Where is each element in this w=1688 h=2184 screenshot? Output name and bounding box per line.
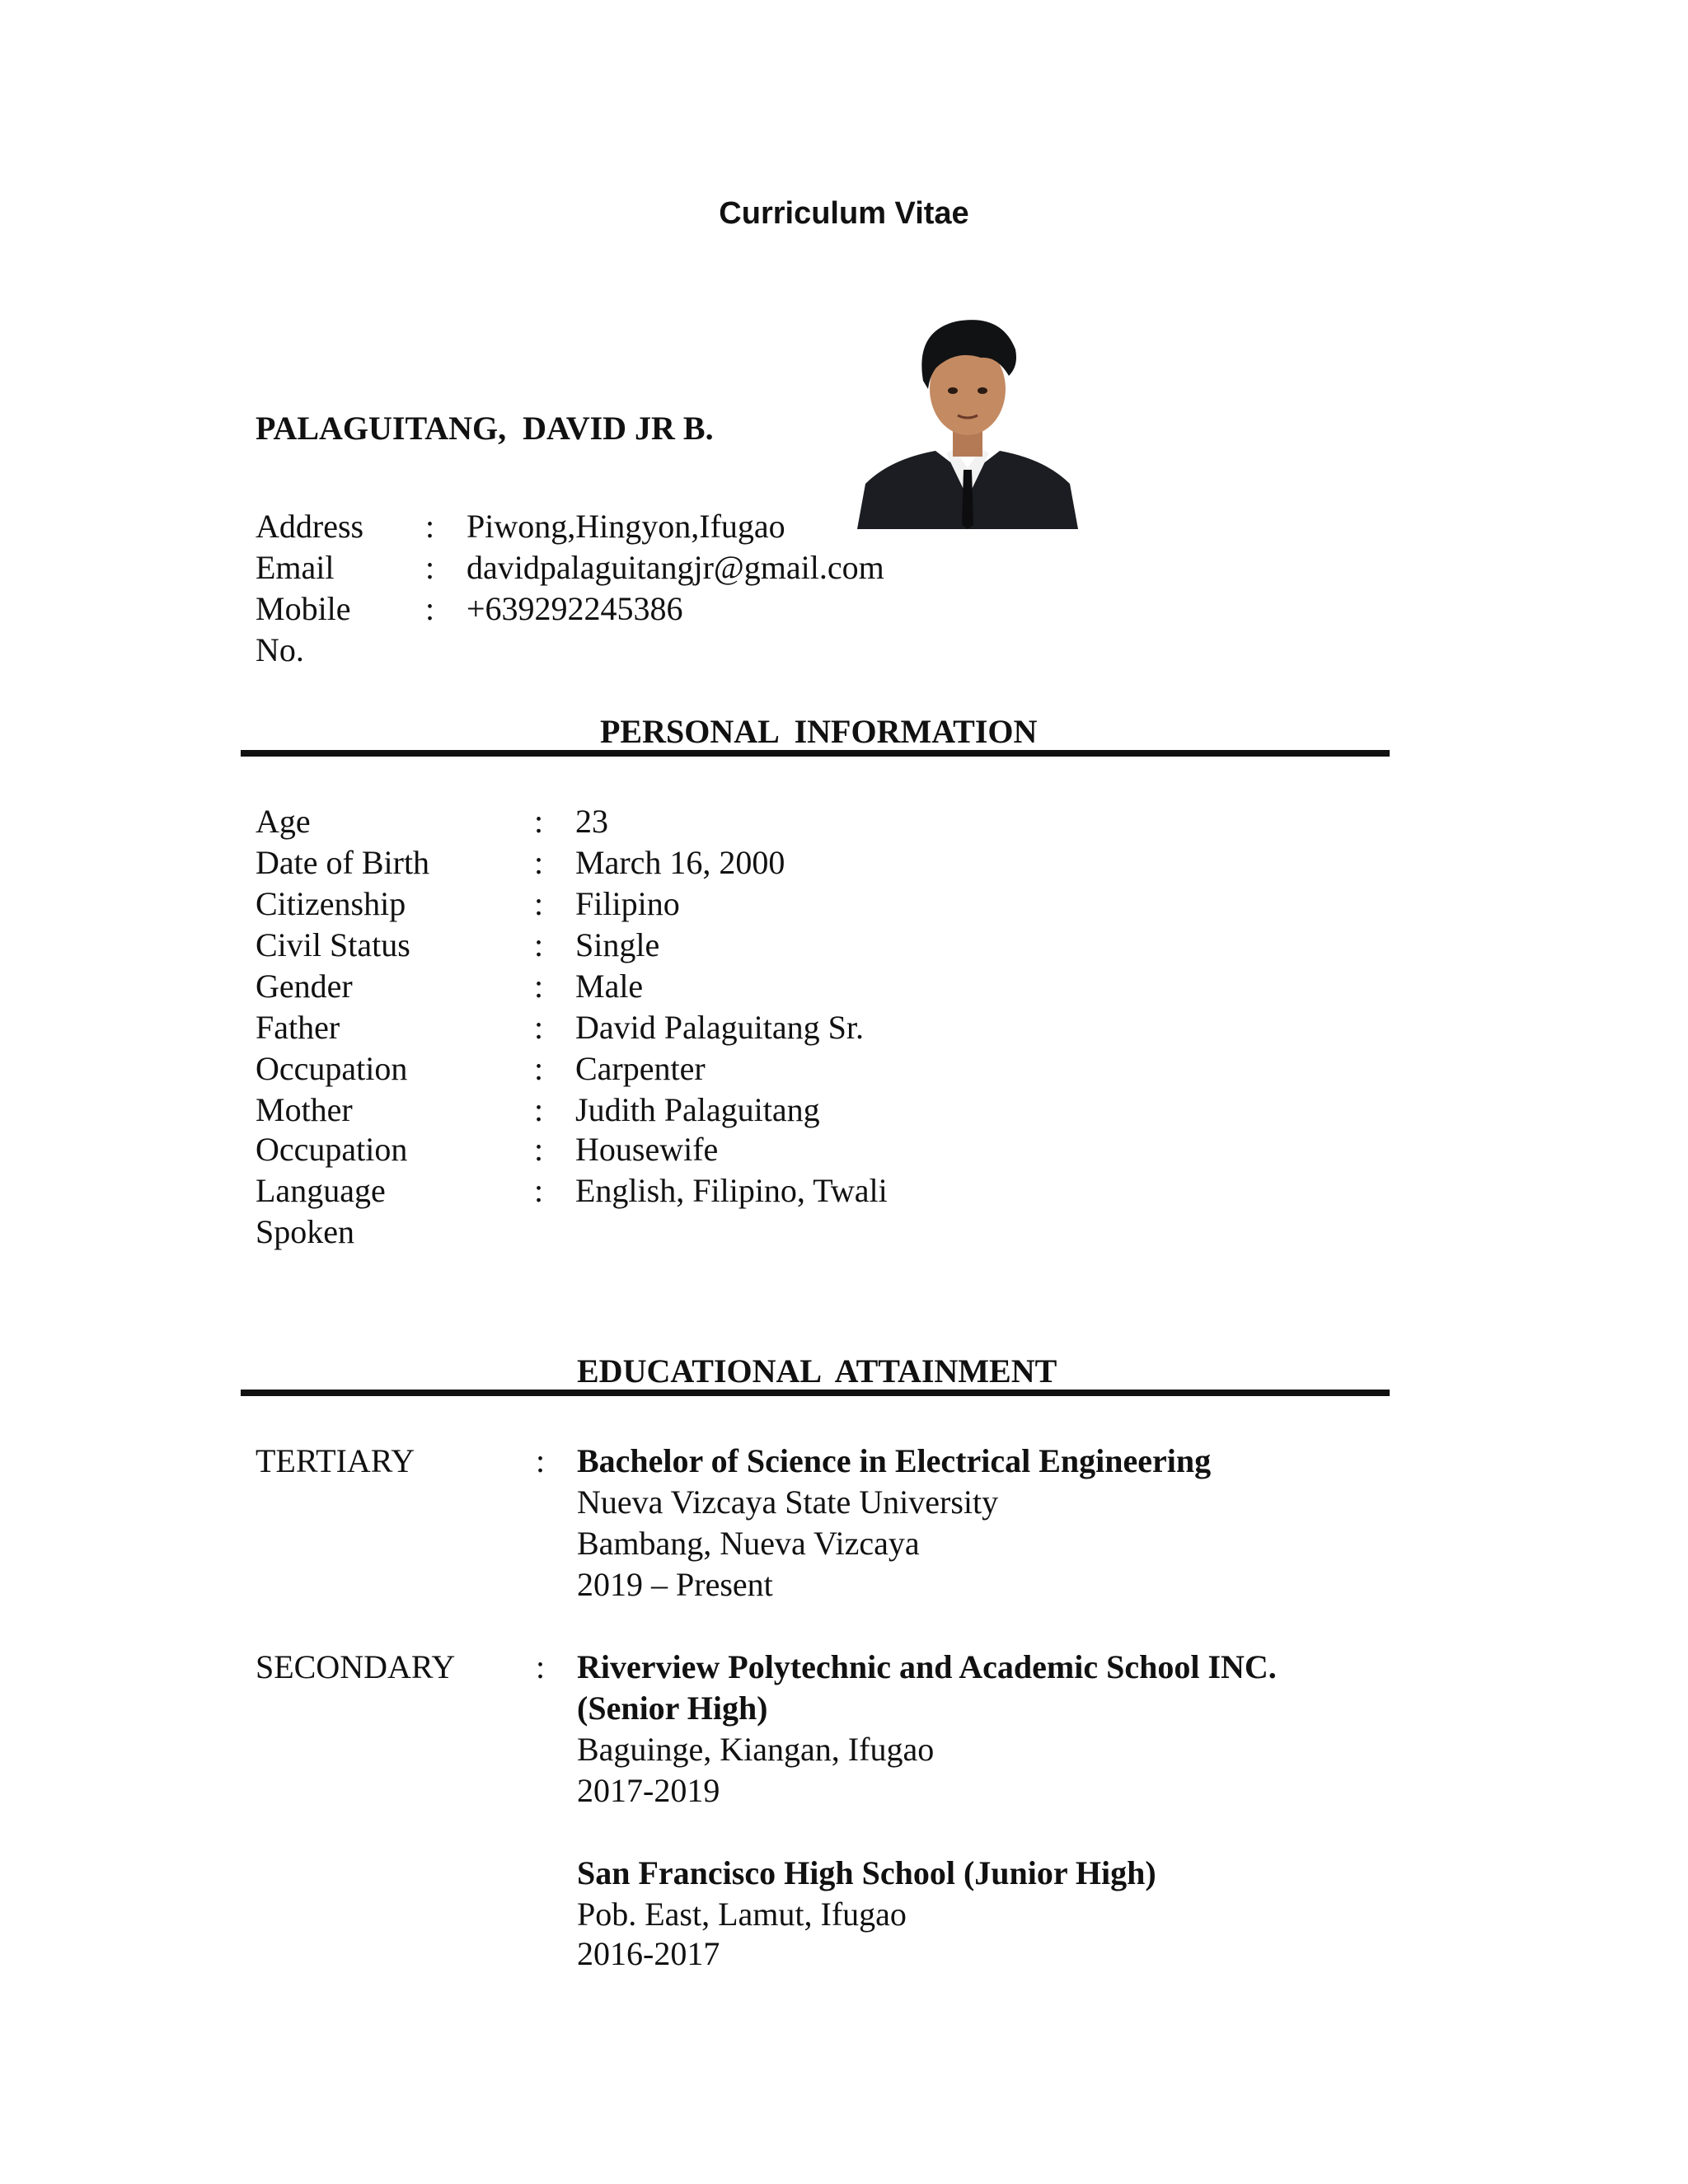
info-value-civil-status: Single: [575, 926, 660, 963]
info-value-mother-occupation: Housewife: [575, 1131, 719, 1168]
info-colon: :: [534, 1172, 544, 1209]
info-colon: :: [534, 885, 544, 922]
senior-high-school-note: (Senior High): [577, 1690, 768, 1727]
mobile-label-continued: No.: [256, 631, 304, 668]
secondary-label: SECONDARY: [256, 1648, 456, 1685]
educational-attainment-heading: EDUCATIONAL ATTAINMENT: [577, 1352, 1057, 1390]
info-colon: :: [534, 844, 544, 881]
tertiary-institution: Nueva Vizcaya State University: [577, 1483, 999, 1521]
email-label: Email: [256, 549, 335, 586]
senior-high-years: 2017-2019: [577, 1772, 720, 1809]
info-colon: :: [534, 803, 544, 840]
secondary-colon: :: [536, 1648, 546, 1685]
junior-high-location: Pob. East, Lamut, Ifugao: [577, 1896, 907, 1933]
info-label-civil-status: Civil Status: [256, 926, 410, 963]
info-label-father: Father: [256, 1009, 340, 1046]
address-value: Piwong,Hingyon,Ifugao: [467, 508, 785, 545]
info-label-language-continued: Spoken: [256, 1213, 354, 1250]
section-divider: [241, 1390, 1390, 1396]
address-colon: :: [425, 508, 435, 545]
info-label-mother-occupation: Occupation: [256, 1131, 408, 1168]
mobile-label: Mobile: [256, 590, 351, 627]
info-value-date-of-birth: March 16, 2000: [575, 844, 785, 881]
mobile-colon: :: [425, 590, 435, 627]
info-value-father-occupation: Carpenter: [575, 1050, 706, 1087]
applicant-name: PALAGUITANG, DAVID JR B.: [256, 410, 714, 447]
info-value-gender: Male: [575, 968, 644, 1005]
info-value-citizenship: Filipino: [575, 885, 680, 922]
junior-high-years: 2016-2017: [577, 1935, 720, 1972]
info-colon: :: [534, 1009, 544, 1046]
info-label-mother: Mother: [256, 1091, 353, 1128]
info-label-date-of-birth: Date of Birth: [256, 844, 430, 881]
info-label-language: Language: [256, 1172, 386, 1209]
document-title: Curriculum Vitae: [719, 196, 969, 231]
email-colon: :: [425, 549, 435, 586]
tertiary-colon: :: [536, 1442, 546, 1479]
tertiary-label: TERTIARY: [256, 1442, 415, 1479]
info-value-mother: Judith Palaguitang: [575, 1091, 820, 1128]
section-divider: [241, 750, 1390, 757]
info-colon: :: [534, 1050, 544, 1087]
tertiary-degree: Bachelor of Science in Electrical Engineering: [577, 1442, 1212, 1479]
mobile-value: +639292245386: [467, 590, 683, 627]
info-value-father: David Palaguitang Sr.: [575, 1009, 864, 1046]
info-label-citizenship: Citizenship: [256, 885, 406, 922]
info-label-gender: Gender: [256, 968, 353, 1005]
address-label: Address: [256, 508, 364, 545]
tertiary-location: Bambang, Nueva Vizcaya: [577, 1525, 920, 1562]
profile-photo: [857, 307, 1078, 529]
senior-high-school: Riverview Polytechnic and Academic School INC.: [577, 1648, 1277, 1685]
info-value-age: 23: [575, 803, 608, 840]
info-value-language: English, Filipino, Twali: [575, 1172, 888, 1209]
junior-high-school: San Francisco High School (Junior High): [577, 1854, 1156, 1891]
info-colon: :: [534, 1091, 544, 1128]
tertiary-years: 2019 – Present: [577, 1566, 773, 1603]
info-colon: :: [534, 1131, 544, 1168]
info-label-father-occupation: Occupation: [256, 1050, 408, 1087]
email-value: davidpalaguitangjr@gmail.com: [467, 549, 884, 586]
info-colon: :: [534, 926, 544, 963]
senior-high-location: Baguinge, Kiangan, Ifugao: [577, 1731, 935, 1768]
info-colon: :: [534, 968, 544, 1005]
info-label-age: Age: [256, 803, 311, 840]
personal-information-heading: PERSONAL INFORMATION: [600, 713, 1038, 750]
